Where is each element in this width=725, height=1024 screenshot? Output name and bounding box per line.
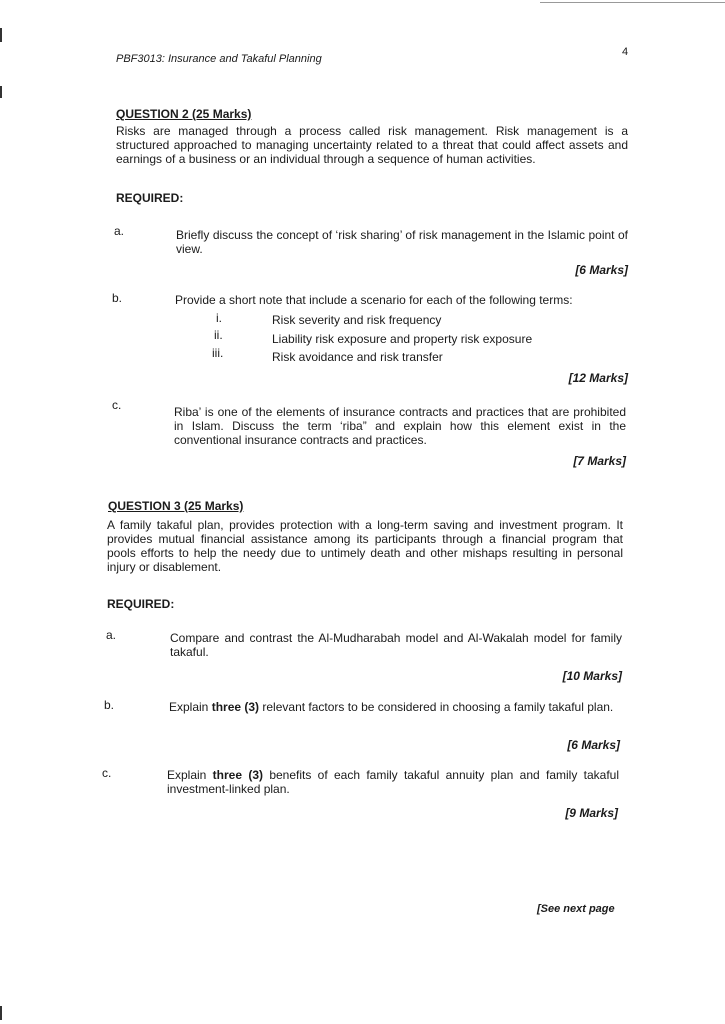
question-2-intro: Risks are managed through a process called risk management. Risk management is a structured approached to managing uncertainty related to a threat that could affect assets and earnings of a business or an individual through a sequence of human activities. — [116, 124, 628, 166]
question-2-required: REQUIRED: — [116, 191, 184, 205]
q2-b-item-text: Liability risk exposure and property risk exposure — [272, 332, 533, 346]
question-3-intro: A family takaful plan, provides protection with a long-term saving and investment program. It provides mutual financial assistance among its participants through a financial program that pools efforts to help the needy due to untimely death and other mishaps resulting in personal injury or disablement. — [107, 518, 623, 574]
course-header: PBF3013: Insurance and Takaful Planning — [116, 53, 322, 65]
q3-c-text-bold: three (3) — [212, 768, 263, 782]
q2-b-item-num: ii. — [214, 328, 223, 342]
question-3-heading: QUESTION 3 (25 Marks) — [108, 499, 244, 513]
q3-b-text — [169, 700, 621, 714]
question-2-heading: QUESTION 2 (25 Marks) — [116, 107, 252, 121]
q2-c-label: c. — [112, 398, 122, 412]
q3-c-marks: [9 Marks] — [565, 806, 618, 820]
q3-a-marks: [10 Marks] — [562, 669, 622, 683]
q2-b-marks: [12 Marks] — [568, 371, 628, 385]
q2-b-item-num: iii. — [212, 346, 224, 360]
q2-b-label: b. — [112, 291, 123, 305]
q3-a-label: a. — [106, 628, 117, 642]
q3-b-text-bold: three (3) — [211, 700, 260, 714]
q3-b-text-pre: Explain — [169, 700, 212, 714]
page-number: 4 — [622, 46, 629, 58]
q2-b-text: Provide a short note that include a scenario for each of the following terms: — [175, 293, 573, 307]
q3-c-text-post: benefits of each family takaful annuity plan and family takaful investment-linked plan. — [167, 768, 619, 796]
see-next-page: [See next page — [537, 903, 615, 915]
q3-c-text-pre: Explain — [167, 768, 213, 782]
q3-b-label: b. — [104, 698, 115, 712]
q3-b-text-post: relevant factors to be considered in choosing a family takaful plan. — [259, 700, 614, 714]
q2-a-marks: [6 Marks] — [575, 263, 628, 277]
q2-b-item-text: Risk avoidance and risk transfer — [272, 350, 443, 364]
scan-edge-mark — [0, 28, 2, 42]
scan-edge-mark — [0, 1006, 2, 1020]
q2-c-text: Riba’ is one of the elements of insurance contracts and practices that are prohibited in Islam. Discuss the term ‘riba” and explain how this element exist in the conventional insurance contracts and practices. — [174, 405, 626, 447]
q2-b-item-text: Risk severity and risk frequency — [272, 313, 442, 327]
q2-a-label: a. — [114, 224, 125, 238]
question-3-required: REQUIRED: — [107, 597, 175, 611]
scan-edge-mark — [0, 86, 2, 98]
q3-c-label: c. — [102, 766, 112, 780]
q3-c-text — [167, 768, 619, 796]
q2-b-item-num: i. — [216, 311, 222, 325]
q2-a-text: Briefly discuss the concept of ‘risk sharing’ of risk management in the Islamic point of view. — [176, 228, 628, 256]
q3-a-text: Compare and contrast the Al-Mudharabah model and Al-Wakalah model for family takaful. — [170, 631, 622, 659]
scan-top-line — [540, 2, 725, 3]
q2-c-marks: [7 Marks] — [573, 454, 626, 468]
q3-b-marks: [6 Marks] — [567, 738, 620, 752]
